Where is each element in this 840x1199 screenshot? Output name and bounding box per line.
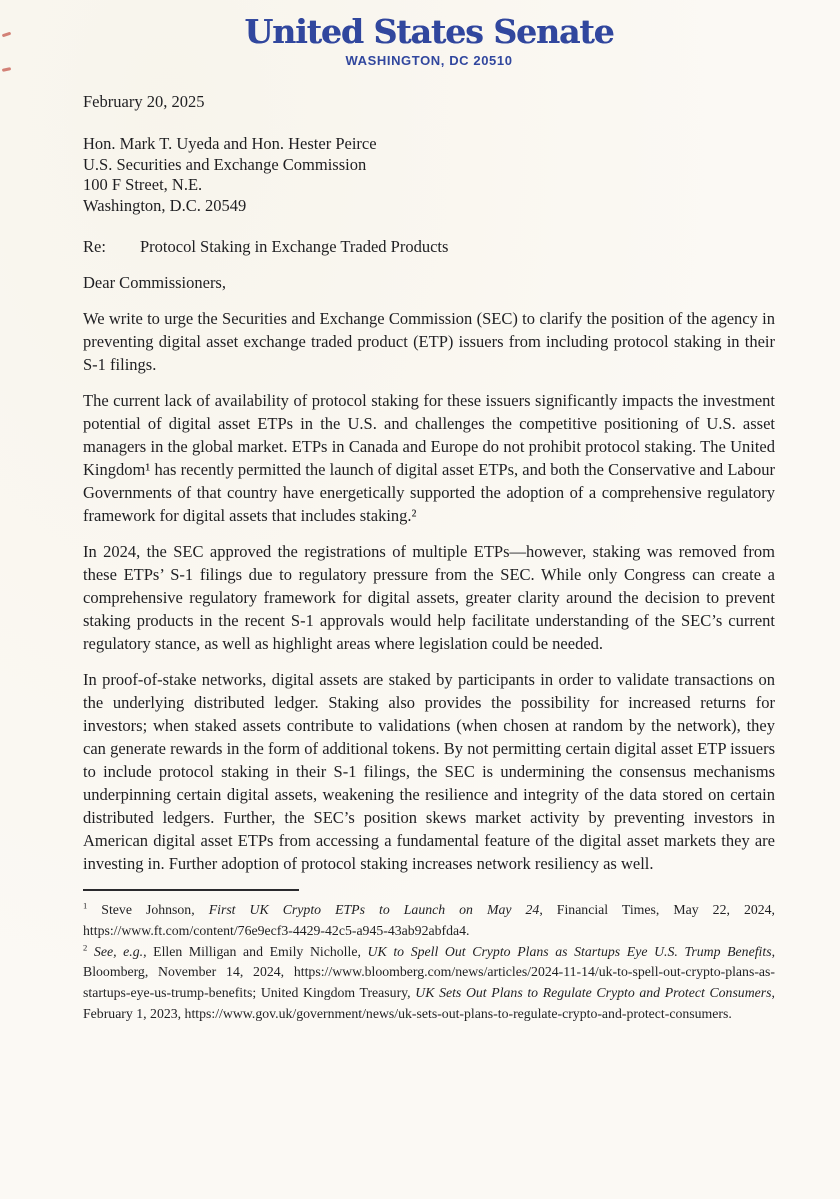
footnotes-section — [83, 889, 775, 1025]
recipient-line-org: U.S. Securities and Exchange Commission — [83, 154, 367, 174]
letter-date: February 20, 2025 — [83, 92, 205, 111]
footnote-2: $^2$ See, e.g., Ellen Milligan and Emily Nicholle, UK to Spell Out Crypto Plans as Startups Eye U.S. Trump Benefits, Bloomberg, November 14, 2024, https://www.bloomberg.com/news/articles/2024-11-14/uk-to-spell-out-crypto-plans-as-startups-eye-us-trump-benefits; United Kingdom Treasury, UK Sets Out Plans to Regulate Crypto and Protect Consumers, February 1, 2023, https://www.gov.uk/government/news/uk-sets-out-plans-to-regulate-crypto-and-protect-consumers. — [83, 942, 776, 1021]
re-label: Re: — [83, 237, 106, 256]
letterhead-address: WASHINGTON, DC 20510 — [345, 53, 513, 68]
salutation: Dear Commissioners, — [83, 273, 226, 292]
body-paragraph-1: We write to urge the Securities and Exchange Commission (SEC) to clarify the position of the agency in preventing digital asset exchange traded product (ETP) issuers from including protocol staking in their S-1 filings. — [83, 309, 775, 374]
recipient-block — [83, 134, 775, 216]
letterhead — [83, 0, 775, 69]
subject-line — [83, 235, 775, 258]
recipient-line-street: 100 F Street, N.E. — [83, 175, 203, 194]
recipient-line-names: Hon. Mark T. Uyeda and Hon. Hester Peirce — [83, 134, 377, 153]
footnote-1: $^1$ Steve Johnson, First UK Crypto ETPs to Launch on May 24, Financial Times, May 22, 2024, https://www.ft.com/content/76e9ecf3-4429-42c5-a945-43ab92abfda4. — [83, 900, 775, 938]
re-subject: Protocol Staking in Exchange Traded Products — [140, 237, 449, 256]
body-paragraph-4: In proof-of-stake networks, digital assets are staked by participants in order to validate transactions on the underlying distributed ledger. Staking also provides the possibility for increased returns for investors; when staked assets contribute to validations (when chosen at random by the network), they can generate rewards in the form of additional tokens. By not permitting certain digital asset ETP issuers to include protocol staking in their S-1 filings, the SEC is undermining the consensus mechanisms underpinning certain digital assets, weakening the resilience and integrity of the data stored on certain distributed ledgers. Further, the SEC’s position skews market activity by preventing investors in American digital asset ETPs from accessing a fundamental feature of the digital asset markets they are investing in. Further adoption of protocol staking increases network resiliency as well. — [83, 670, 775, 873]
body-paragraph-2: The current lack of availability of protocol staking for these issuers significantly impacts the investment potential of digital asset ETPs in the U.S. and challenges the competitive positioning of U.S. asset managers in the global market. ETPs in Canada and Europe do not prohibit protocol staking. The United Kingdom¹ has recently permitted the launch of digital asset ETPs, and both the Conservative and Labour Governments of that country have energetically supported the adoption of a comprehensive regulatory framework for digital assets that includes staking.² — [83, 391, 775, 525]
letter-body — [83, 307, 775, 875]
red-pen-mark — [2, 32, 11, 38]
letterhead-title: United States Senate — [244, 12, 614, 51]
body-paragraph-3: In 2024, the SEC approved the registrations of multiple ETPs—however, staking was removed from these ETPs’ S-1 filings due to regulatory pressure from the SEC. While only Congress can create a comprehensive regulatory framework for digital assets, greater clarity around the decision to prevent staking products in the recent S-1 approvals would help facilitate understanding of the SEC’s current regulatory stance, as well as highlight areas where legislation could be needed. — [83, 542, 775, 653]
red-pen-mark — [2, 67, 11, 72]
recipient-line-city: Washington, D.C. 20549 — [83, 195, 247, 215]
footnote-separator — [83, 889, 299, 891]
